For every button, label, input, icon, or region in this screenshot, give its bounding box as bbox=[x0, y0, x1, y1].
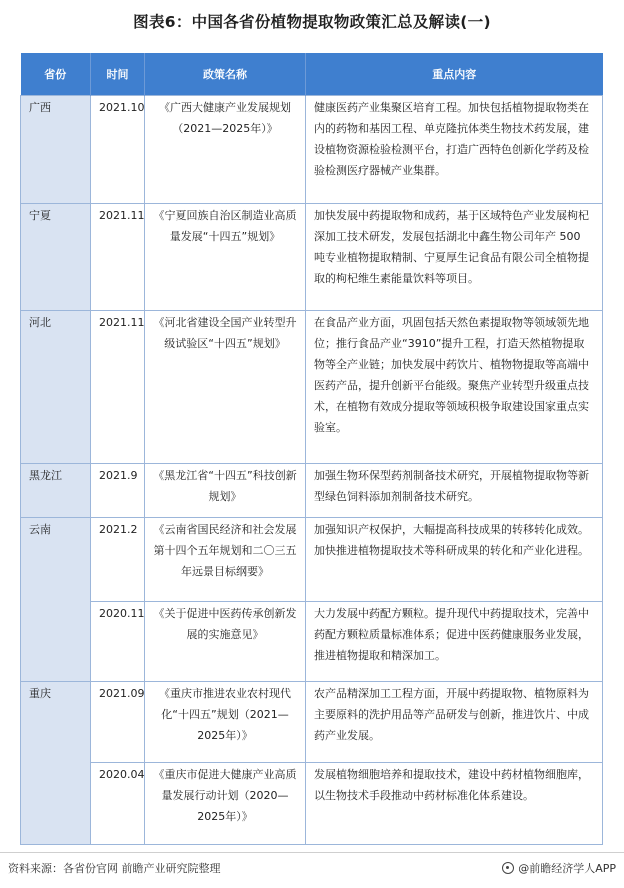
time-cell: 2020.04 bbox=[91, 763, 145, 845]
province-cell: 黑龙江 bbox=[21, 464, 91, 518]
province-cell: 河北 bbox=[21, 311, 91, 464]
time-cell: 2021.9 bbox=[91, 464, 145, 518]
policy-name-cell: 《重庆市促进大健康产业高质量发展行动计划（2020—2025年）》 bbox=[145, 763, 306, 845]
table-row bbox=[21, 311, 603, 464]
policy-table bbox=[20, 53, 603, 845]
table-row bbox=[21, 464, 603, 518]
table-row bbox=[21, 518, 603, 602]
content-cell: 发展植物细胞培养和提取技术，建设中药材植物细胞库，以生物技术手段推动中药材标准化体系建设。 bbox=[306, 763, 603, 845]
content-cell: 农产品精深加工工程方面，开展中药提取物、植物原料为主要原料的洗护用品等产品研发与创新，推进饮片、中成药产业发展。 bbox=[306, 682, 603, 763]
policy-name-cell: 《关于促进中医药传承创新发展的实施意见》 bbox=[145, 602, 306, 682]
footer-divider bbox=[0, 852, 624, 853]
brand-attribution bbox=[502, 860, 616, 876]
province-cell: 广西 bbox=[21, 96, 91, 204]
content-cell: 健康医药产业集聚区培育工程。加快包括植物提取物类在内的药物和基因工程、单克隆抗体类生物技术药发展，建设植物资源检验检测平台，打造广西特色创新化学药及检验检测医疗器械产业集群。 bbox=[306, 96, 603, 204]
policy-name-cell: 《重庆市推进农业农村现代化“十四五”规划（2021—2025年）》 bbox=[145, 682, 306, 763]
table-row bbox=[21, 96, 603, 204]
table-row bbox=[21, 763, 603, 845]
header-province: 省份 bbox=[21, 53, 91, 96]
content-cell: 加强知识产权保护，大幅提高科技成果的转移转化成效。加快推进植物提取技术等科研成果的转化和产业化进程。 bbox=[306, 518, 603, 602]
brand-label: @前瞻经济学人APP bbox=[518, 862, 616, 875]
header-time: 时间 bbox=[91, 53, 145, 96]
policy-name-cell: 《河北省建设全国产业转型升级试验区“十四五”规划》 bbox=[145, 311, 306, 464]
table-row bbox=[21, 204, 603, 311]
province-cell: 宁夏 bbox=[21, 204, 91, 311]
province-cell: 重庆 bbox=[21, 682, 91, 845]
policy-name-cell: 《云南省国民经济和社会发展第十四个五年规划和二〇三五年远景目标纲要》 bbox=[145, 518, 306, 602]
province-cell: 云南 bbox=[21, 518, 91, 682]
table-row bbox=[21, 682, 603, 763]
time-cell: 2021.11 bbox=[91, 311, 145, 464]
time-cell: 2021.11 bbox=[91, 204, 145, 311]
brand-logo-icon bbox=[502, 862, 514, 874]
time-cell: 2020.11 bbox=[91, 602, 145, 682]
table-row bbox=[21, 602, 603, 682]
table-header-row bbox=[21, 53, 603, 96]
header-key-content: 重点内容 bbox=[306, 53, 603, 96]
policy-name-cell: 《广西大健康产业发展规划（2021—2025年）》 bbox=[145, 96, 306, 204]
time-cell: 2021.10 bbox=[91, 96, 145, 204]
time-cell: 2021.2 bbox=[91, 518, 145, 602]
content-cell: 加强生物环保型药剂制备技术研究，开展植物提取物等新型绿色饲料添加剂制备技术研究。 bbox=[306, 464, 603, 518]
source-note: 资料来源：各省份官网 前瞻产业研究院整理 bbox=[8, 862, 221, 875]
header-policy-name: 政策名称 bbox=[145, 53, 306, 96]
time-cell: 2021.09 bbox=[91, 682, 145, 763]
content-cell: 大力发展中药配方颗粒。提升现代中药提取技术，完善中药配方颗粒质量标准体系；促进中医药健康服务业发展，推进植物提取和精深加工。 bbox=[306, 602, 603, 682]
content-cell: 在食品产业方面，巩固包括天然色素提取物等领域领先地位；推行食品产业“3910”提升工程，打造天然植物提取物等全产业链；加快发展中药饮片、植物物提取等高端中医药产品，提升创新平台能级。聚焦产业转型升级重点技术，在植物有效成分提取等领域积极争取建设国家重点实验室。 bbox=[306, 311, 603, 464]
policy-name-cell: 《黑龙江省“十四五”科技创新规划》 bbox=[145, 464, 306, 518]
content-cell: 加快发展中药提取物和成药，基于区域特色产业发展枸杞深加工技术研发，发展包括湖北中鑫生物公司年产 500 吨专业植物提取精制、宁夏厚生记食品有限公司全植物提取的枸杞维生素能量饮料等项目。 bbox=[306, 204, 603, 311]
page-title: 图表6：中国各省份植物提取物政策汇总及解读(一) bbox=[133, 13, 491, 31]
policy-name-cell: 《宁夏回族自治区制造业高质量发展“十四五”规划》 bbox=[145, 204, 306, 311]
